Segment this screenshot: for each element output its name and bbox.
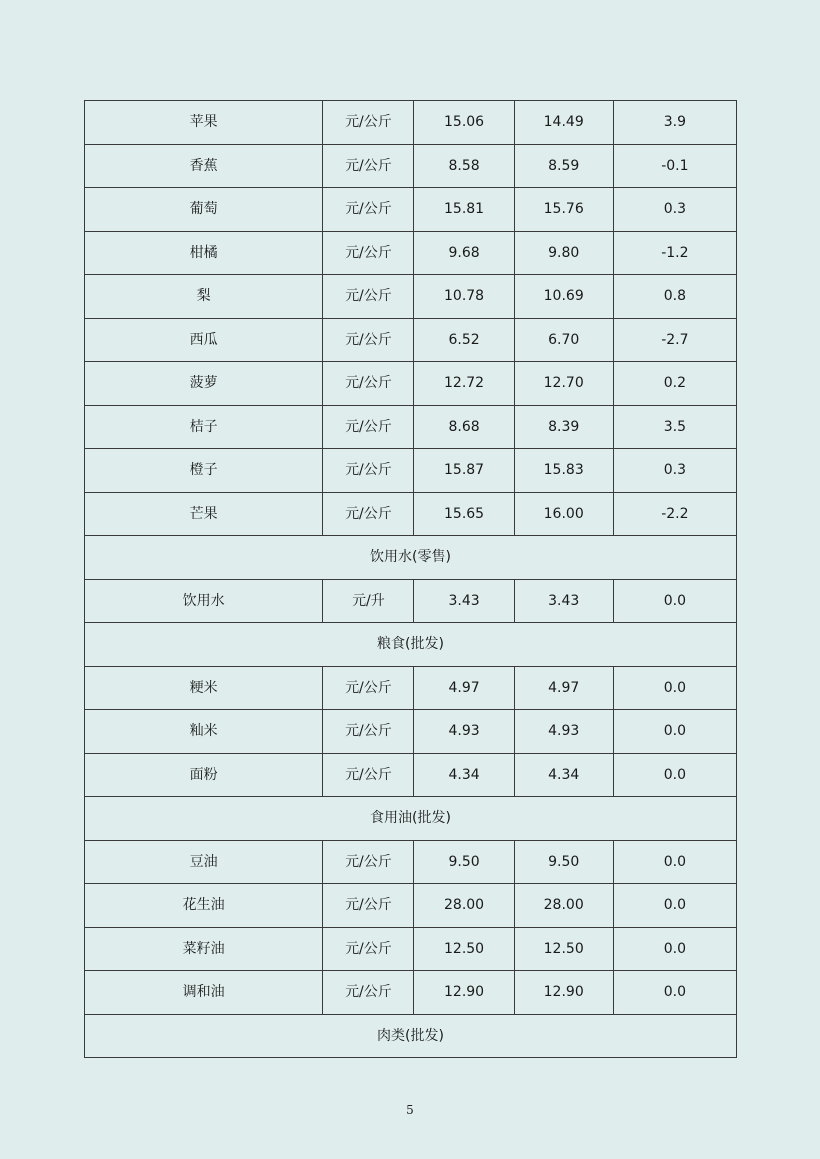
section-header-row: [85, 536, 737, 580]
table-row: [85, 710, 737, 754]
item-name-cell: 调和油: [85, 971, 323, 1015]
value-cell-3: 0.0: [613, 971, 736, 1015]
table-row: [85, 927, 737, 971]
price-table-body: [85, 101, 737, 1058]
unit-cell: 元/公斤: [323, 188, 414, 232]
item-name-cell: 菠萝: [85, 362, 323, 406]
unit-cell: 元/公斤: [323, 449, 414, 493]
section-header-cell: 食用油(批发): [85, 797, 737, 841]
item-name-cell: 粳米: [85, 666, 323, 710]
table-row: [85, 144, 737, 188]
item-name-cell: 桔子: [85, 405, 323, 449]
unit-cell: 元/公斤: [323, 405, 414, 449]
value-cell-3: 0.3: [613, 188, 736, 232]
unit-cell: 元/公斤: [323, 144, 414, 188]
item-name-cell: 西瓜: [85, 318, 323, 362]
unit-cell: 元/公斤: [323, 927, 414, 971]
item-name-cell: 豆油: [85, 840, 323, 884]
value-cell-2: 4.34: [514, 753, 613, 797]
value-cell-2: 9.80: [514, 231, 613, 275]
table-row: [85, 666, 737, 710]
value-cell-2: 6.70: [514, 318, 613, 362]
value-cell-1: 28.00: [414, 884, 514, 928]
value-cell-1: 12.90: [414, 971, 514, 1015]
table-row: [85, 405, 737, 449]
table-row: [85, 449, 737, 493]
unit-cell: 元/公斤: [323, 840, 414, 884]
value-cell-3: 0.0: [613, 884, 736, 928]
value-cell-1: 15.06: [414, 101, 514, 145]
value-cell-1: 15.87: [414, 449, 514, 493]
item-name-cell: 柑橘: [85, 231, 323, 275]
value-cell-2: 12.70: [514, 362, 613, 406]
unit-cell: 元/公斤: [323, 971, 414, 1015]
table-row: [85, 579, 737, 623]
value-cell-2: 12.50: [514, 927, 613, 971]
item-name-cell: 花生油: [85, 884, 323, 928]
table-row: [85, 318, 737, 362]
value-cell-1: 4.34: [414, 753, 514, 797]
value-cell-3: 3.9: [613, 101, 736, 145]
value-cell-3: 0.0: [613, 753, 736, 797]
table-row: [85, 492, 737, 536]
unit-cell: 元/公斤: [323, 231, 414, 275]
value-cell-3: 3.5: [613, 405, 736, 449]
table-row: [85, 188, 737, 232]
value-cell-2: 15.83: [514, 449, 613, 493]
table-row: [85, 840, 737, 884]
item-name-cell: 梨: [85, 275, 323, 319]
unit-cell: 元/公斤: [323, 884, 414, 928]
value-cell-3: 0.0: [613, 579, 736, 623]
value-cell-3: -1.2: [613, 231, 736, 275]
value-cell-2: 16.00: [514, 492, 613, 536]
value-cell-2: 15.76: [514, 188, 613, 232]
value-cell-3: 0.0: [613, 710, 736, 754]
page-number: 5: [406, 1103, 414, 1117]
unit-cell: 元/公斤: [323, 492, 414, 536]
item-name-cell: 面粉: [85, 753, 323, 797]
value-cell-1: 8.68: [414, 405, 514, 449]
unit-cell: 元/公斤: [323, 753, 414, 797]
value-cell-3: 0.8: [613, 275, 736, 319]
table-row: [85, 362, 737, 406]
value-cell-2: 8.59: [514, 144, 613, 188]
item-name-cell: 香蕉: [85, 144, 323, 188]
item-name-cell: 籼米: [85, 710, 323, 754]
section-header-row: [85, 623, 737, 667]
value-cell-1: 12.50: [414, 927, 514, 971]
item-name-cell: 橙子: [85, 449, 323, 493]
value-cell-1: 6.52: [414, 318, 514, 362]
value-cell-1: 9.68: [414, 231, 514, 275]
value-cell-2: 4.97: [514, 666, 613, 710]
value-cell-1: 12.72: [414, 362, 514, 406]
value-cell-2: 4.93: [514, 710, 613, 754]
value-cell-2: 10.69: [514, 275, 613, 319]
value-cell-3: 0.0: [613, 666, 736, 710]
value-cell-1: 3.43: [414, 579, 514, 623]
unit-cell: 元/公斤: [323, 275, 414, 319]
value-cell-1: 15.65: [414, 492, 514, 536]
value-cell-1: 4.93: [414, 710, 514, 754]
section-header-row: [85, 1014, 737, 1058]
unit-cell: 元/公斤: [323, 666, 414, 710]
value-cell-3: -0.1: [613, 144, 736, 188]
table-row: [85, 971, 737, 1015]
value-cell-1: 4.97: [414, 666, 514, 710]
value-cell-1: 10.78: [414, 275, 514, 319]
value-cell-3: -2.7: [613, 318, 736, 362]
value-cell-2: 14.49: [514, 101, 613, 145]
item-name-cell: 苹果: [85, 101, 323, 145]
price-table: [84, 100, 737, 1058]
value-cell-2: 8.39: [514, 405, 613, 449]
table-row: [85, 884, 737, 928]
item-name-cell: 菜籽油: [85, 927, 323, 971]
item-name-cell: 葡萄: [85, 188, 323, 232]
unit-cell: 元/公斤: [323, 362, 414, 406]
section-header-cell: 肉类(批发): [85, 1014, 737, 1058]
value-cell-3: 0.3: [613, 449, 736, 493]
section-header-row: [85, 797, 737, 841]
unit-cell: 元/公斤: [323, 318, 414, 362]
section-header-cell: 粮食(批发): [85, 623, 737, 667]
value-cell-2: 12.90: [514, 971, 613, 1015]
item-name-cell: 饮用水: [85, 579, 323, 623]
value-cell-1: 9.50: [414, 840, 514, 884]
value-cell-2: 28.00: [514, 884, 613, 928]
unit-cell: 元/升: [323, 579, 414, 623]
table-row: [85, 101, 737, 145]
value-cell-1: 8.58: [414, 144, 514, 188]
value-cell-3: 0.0: [613, 840, 736, 884]
table-row: [85, 753, 737, 797]
value-cell-1: 15.81: [414, 188, 514, 232]
table-row: [85, 231, 737, 275]
value-cell-2: 9.50: [514, 840, 613, 884]
unit-cell: 元/公斤: [323, 101, 414, 145]
value-cell-3: 0.0: [613, 927, 736, 971]
item-name-cell: 芒果: [85, 492, 323, 536]
value-cell-2: 3.43: [514, 579, 613, 623]
table-row: [85, 275, 737, 319]
unit-cell: 元/公斤: [323, 710, 414, 754]
value-cell-3: -2.2: [613, 492, 736, 536]
section-header-cell: 饮用水(零售): [85, 536, 737, 580]
value-cell-3: 0.2: [613, 362, 736, 406]
